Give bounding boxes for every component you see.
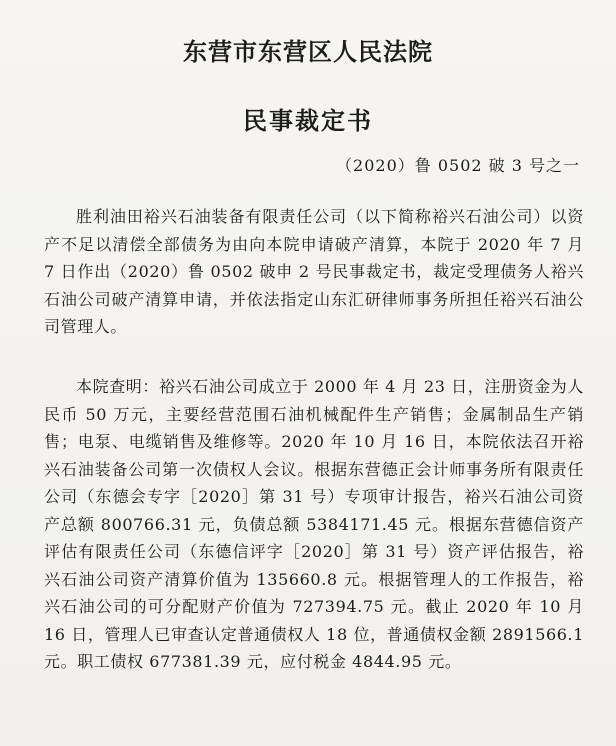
paragraph-case-background: 胜利油田裕兴石油装备有限责任公司（以下简称裕兴石油公司）以资产不足以清偿全部债务为由向本院申请破产清算，本院于 2020 年 7 月 7 日作出（2020）鲁 0502 破申 2 号民事裁定书，裁定受理债务人裕兴石油公司破产清算申请，并依法指定山东汇研律师事务所担任裕兴石油公司管理人。 — [44, 207, 584, 336]
case-number: （2020）鲁 0502 破 3 号之一 — [336, 156, 580, 175]
court-name: 东营市东营区人民法院 — [183, 37, 433, 66]
document-type-title: 民事裁定书 — [243, 106, 373, 135]
paragraph-court-findings: 本院查明：裕兴石油公司成立于 2000 年 4 月 23 日，注册资金为人民币 50 万元，主要经营范围石油机械配件生产销售；金属制品生产销售；电泵、电缆销售及维修等。2020 年 10 月 16 日，本院依法召开裕兴石油装备公司第一次债权人会议。根据东营德正会计师事务所有限责任公司（东德会专字［2020］第 31 号）专项审计报告，裕兴石油公司资产总额 800766.31 元，负债总额 5384171.45 元。根据东营德信资产评估有限责任公司（东德信评字［2020］第 31 号）资产评估报告，裕兴石油公司资产清算价值为 135660.8 元。根据管理人的工作报告，裕兴石油公司的可分配财产价值为 727394.75 元。截止 2020 年 10 月 16 日，管理人已审查认定普通债权人 18 位，普通债权金额 2891566.1 元。职工债权 677381.39 元，应付税金 4844.95 元。 — [44, 377, 584, 671]
